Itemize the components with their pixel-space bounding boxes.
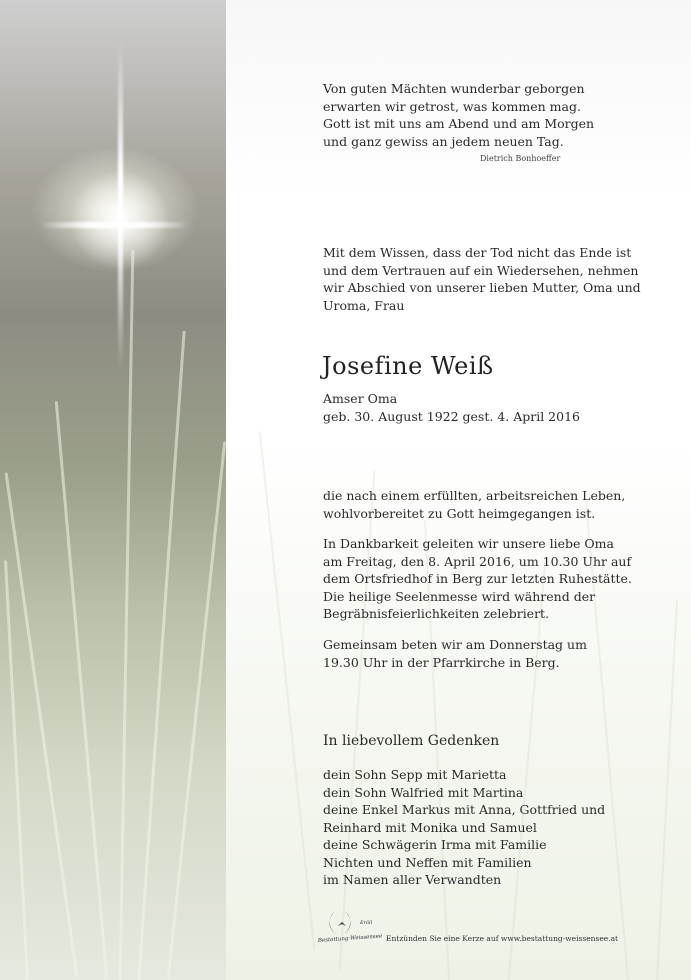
wheat-stalk xyxy=(167,441,226,978)
passing-text: die nach einem erfüllten, arbeitsreichen Leben, wohlvorbereitet zu Gott heimgegangen ist. xyxy=(323,488,626,521)
wheat-cross-photo xyxy=(0,0,226,980)
mourners-heading: In liebevollem Gedenken xyxy=(323,733,500,749)
deceased-name: Josefine Weiß xyxy=(322,352,494,380)
funeral-details: In Dankbarkeit geleiten wir unsere liebe Oma am Freitag, den 8. April 2016, um 10.30 Uhr auf dem Ortsfriedhof in Berg zur letzten Ruhestätte. Die heilige Seelenmesse wird während der Begräbnisfeierlichkeiten zelebriert. xyxy=(323,536,632,621)
intro-text: Mit dem Wissen, dass der Tod nicht das Ende ist und dem Vertrauen auf ein Wiedersehen, nehmen wir Abschied von unserer lieben Mutter, Oma und Uroma, Frau xyxy=(323,245,641,313)
life-dates: geb. 30. August 1922 gest. 4. April 2016 xyxy=(323,409,580,424)
mourners-list: dein Sohn Sepp mit Marietta dein Sohn Walfried mit Martina deine Enkel Markus mit Anna, Gottfried und Reinhard mit Monika und Samuel deine Schwägerin Irma mit Familie Nichten und Neffen mit Familien im Namen aller Verwandten xyxy=(323,767,606,887)
light-cross-icon xyxy=(118,40,123,370)
prayer-details: Gemeinsam beten wir am Donnerstag um 19.30 Uhr in der Pfarrkirche in Berg. xyxy=(323,637,587,670)
svg-text:Eröll: Eröll xyxy=(360,920,373,926)
poem-author: Dietrich Bonhoeffer xyxy=(480,154,561,163)
footer-candle-link[interactable]: Entzünden Sie eine Kerze auf www.bestattung-weissensee.at xyxy=(386,934,619,943)
poem-text: Von guten Mächten wunderbar geborgen erwarten wir getrost, was kommen mag. Gott ist mit uns am Abend und am Morgen und ganz gewiss an jedem neuen Tag. xyxy=(323,81,595,149)
light-cross-beam xyxy=(40,222,190,228)
deceased-nickname: Amser Oma xyxy=(323,391,398,406)
svg-text:Bestattung·Weissensee: Bestattung·Weissensee xyxy=(317,933,383,944)
hands-dove-logo xyxy=(316,908,384,946)
